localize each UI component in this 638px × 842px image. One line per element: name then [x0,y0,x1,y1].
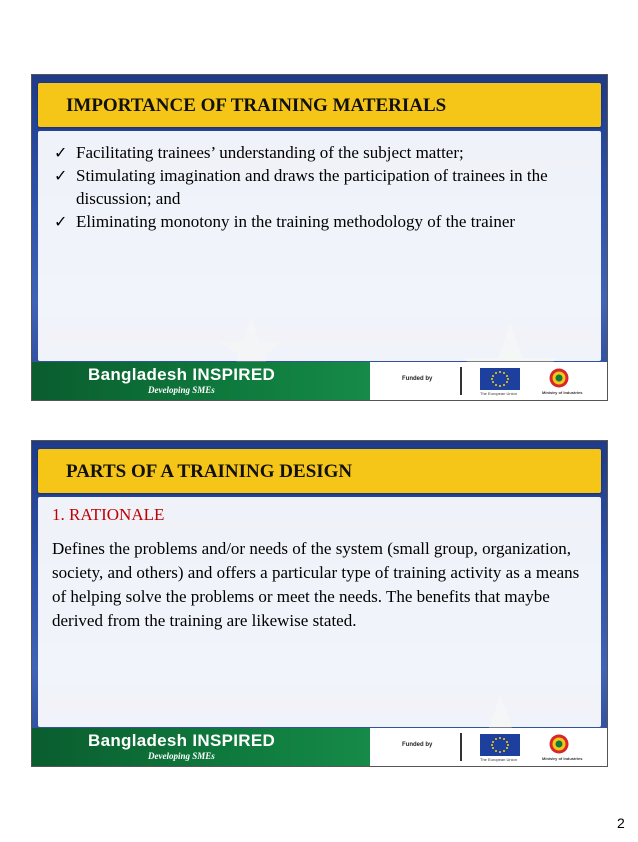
brand-tagline: Developing SMEs [148,751,215,761]
bullet-item: ✓ Stimulating imagination and draws the participation of trainees in the discussion; and [54,166,548,208]
checkmark-icon: ✓ [54,212,68,231]
brand-tagline: Developing SMEs [148,385,215,395]
bangladesh-government-seal-icon [549,368,569,388]
slide-title-bar [38,83,601,127]
slide-parts-of-a-training-design [31,440,608,767]
slide-title: IMPORTANCE OF TRAINING MATERIALS [66,95,447,116]
ministry-label: Ministry of Industries [542,390,583,395]
eu-flag-icon [480,734,520,756]
funded-by-label: Funded by [402,376,433,382]
brand-name: Bangladesh INSPIRED [88,731,276,750]
footer-divider [460,733,462,761]
eu-label: The European Union [480,391,517,396]
section-subheading: 1. RATIONALE [52,505,165,524]
bangladesh-government-seal-icon [549,734,569,754]
bullet-item: ✓ Eliminating monotony in the training methodology of the trainer [54,212,516,231]
brand-name: Bangladesh INSPIRED [88,365,276,384]
slide-title: PARTS OF A TRAINING DESIGN [66,461,353,482]
page-number: 2 [617,815,625,831]
section-paragraph: Defines the problems and/or needs of the system (small group, organization, society, and others) and offers a particular type of training activity as a means of helping solve the problems or meet the needs. The benefits that maybe derived from the training are likewise stated. [52,539,580,630]
eu-flag-icon [480,368,520,390]
bullet-item: ✓ Facilitating trainees’ understanding of the subject matter; [54,143,464,162]
slide-footer [32,728,607,766]
eu-label: The European Union [480,757,517,762]
funded-by-label: Funded by [402,742,433,748]
footer-divider [460,367,462,395]
checkmark-icon: ✓ [54,166,68,185]
slide-content-panel [38,131,601,361]
footer-brand-band [32,728,370,766]
slide-importance-of-training-materials [31,74,608,401]
slide-content-panel [38,497,601,727]
slide-title-bar [38,449,601,493]
footer-brand-band [32,362,370,400]
checkmark-icon: ✓ [54,143,68,162]
ministry-label: Ministry of Industries [542,756,583,761]
bullet-list [54,141,584,233]
slide-footer [32,362,607,400]
